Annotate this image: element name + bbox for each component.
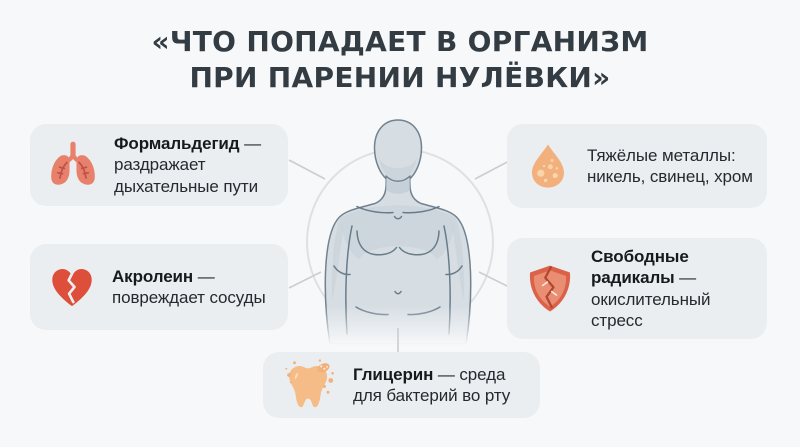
cracked-shield-icon (524, 263, 576, 315)
card-glycerin-term: Глицерин (353, 364, 434, 384)
broken-heart-icon (47, 262, 97, 312)
card-heavy-metals-description: Тяжёлые металлы: никель, свинец, хром (587, 145, 753, 186)
card-formaldehyde (30, 124, 288, 206)
droplet-icon (524, 142, 572, 190)
card-formaldehyde-description: — раздражает дыхательные пути (114, 133, 262, 196)
title-line-1: «ЧТО ПОПАДАЕТ В ОРГАНИЗМ (151, 25, 649, 58)
card-glycerin (263, 352, 540, 418)
card-free-radicals-term: Свободные радикалы (591, 246, 689, 287)
lungs-icon (47, 139, 99, 191)
card-acrolein-term: Акролеин (112, 266, 194, 286)
bottom-fade (290, 305, 510, 355)
card-free-radicals-description: — окислительный стресс (591, 268, 711, 330)
card-formaldehyde-text (114, 133, 274, 198)
card-heavy-metals (507, 124, 767, 208)
tooth-icon (280, 356, 338, 414)
card-free-radicals (507, 238, 767, 339)
card-acrolein-description: — повреждает сосуды (112, 266, 266, 307)
card-formaldehyde-term: Формальдегид (114, 133, 240, 153)
card-glycerin-text (353, 364, 526, 407)
title-line-2: ПРИ ПАРЕНИИ НУЛЁВКИ» (189, 61, 611, 94)
card-heavy-metals-text (587, 145, 753, 188)
card-acrolein-text (112, 266, 274, 309)
card-acrolein (30, 244, 288, 330)
card-glycerin-description: — среда для бактерий во рту (353, 364, 511, 405)
card-free-radicals-text (591, 246, 753, 332)
